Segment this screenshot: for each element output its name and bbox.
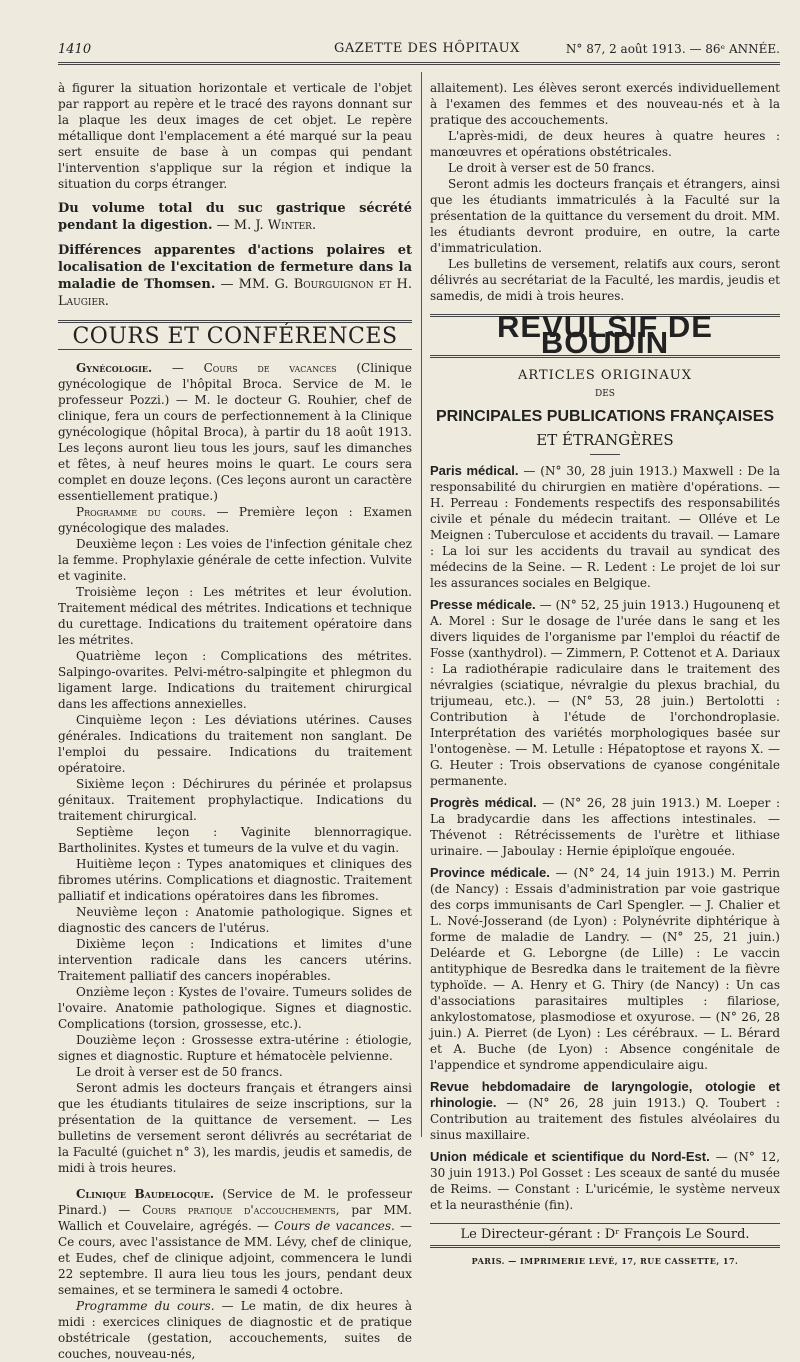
admission-paragraph: Seront admis les docteurs français et étrangers ainsi que les étudiants titulaires de seize inscriptions, sur la présentation de la quittance de versement. — Les bulletins de versement seront délivrés au secrétariat de la Faculté (guichet n° 3), les mardis, jeudis et samedis, de midi à trois heures. <box>58 1081 412 1175</box>
page-number: 1410 <box>58 42 92 57</box>
report-1-title: Du volume total du suc gastrique sécrété pendant la digestion. <box>58 201 412 233</box>
baudelocque-paragraph: Clinique Baudelocque. (Service de M. le professeur Pinard.) — Cours pratique d'accouchements, par MM. Wallich et Couvelaire, agrégés. — Cours de vacances. — Ce cours, avec l'assistance de MM. Lévy, chef de clinique, et Eudes, chef de clinique adjoint, commencera le lundi 22 septembre. Il aura lieu tous les jours, pendant deux semaines, et se terminera le samedi 4 octobre. <box>58 1187 412 1297</box>
journal-entry: Revue hebdomadaire de laryngologie, otologie et rhinologie. — (N° 26, 28 juin 1913.) Q. Toubert : Contribution au traitement des fistules alvéolaires du sinus maxillaire. <box>430 1079 780 1142</box>
continuation-paragraph: Seront admis les docteurs français et étrangers, ainsi que les étudiants immatriculés à la Faculté sur la présentation de la quittance du versement du droit. MM. les étudiants devront produire, en outre, la carte d'immatriculation. <box>430 177 780 255</box>
section-heading-line1: ARTICLES ORIGINAUX <box>518 368 692 383</box>
lesson-item: Septième leçon : Vaginite blennorragique. Bartholinites. Kystes et tumeurs de la vulve et du vagin. <box>58 825 412 855</box>
section-heading-line4: ET ÉTRANGÈRES <box>536 431 674 449</box>
intro-paragraph: à figurer la situation horizontale et verticale de l'objet par rapport au repère et le tracé des rayons donnant sur la plaque les deux images de cet objet. Le repère métallique dont l'emplacement a été marqué sur la peau sert ensuite de base à un compas qui pendant l'intervention s'applique sur la région et indique la situation du corps étranger. <box>58 81 412 191</box>
lesson-item: Huitième leçon : Types anatomiques et cliniques des fibromes utérins. Complications et diagnostic. Traitement palliatif et indications opératoires dans les fibromes. <box>58 857 412 903</box>
column-divider <box>421 72 422 1137</box>
journal-entry: Presse médicale. — (N° 52, 25 juin 1913.) Hugounenq et A. Morel : Sur le dosage de l'urée dans le sang et les divers liquides de l'organisme par l'emploi du réactif de Fosse (xanthydrol). — Zimmern, P. Cottenot et A. Dariaux : La radiothérapie radiculaire dans le traitement des névralgies (sciatique, névralgie du plexus brachial, du trijumeau, etc.). — (N° 53, 28 juin.) Bertolotti : Contribution à l'étude de l'orchondroplasie. Interprétation des variétés morphologiques basée sur l'ontogenèse. — M. Letulle : Hépatoptose et rayons X. — G. Heuter : Trois observations de cyanose congénitale permanente. <box>430 597 780 788</box>
lesson-item: Dixième leçon : Indications et limites d'une intervention radicale dans les cancers utérins. Traitement palliatif des cancers inopérables. <box>58 937 412 983</box>
page-header <box>58 40 780 60</box>
journal-entry: Union médicale et scientifique du Nord-Est. — (N° 12, 30 juin 1913.) Pol Gosset : Les sceaux de santé du musée de Reims. — Constant : L'uricémie, le système nerveux et la neurasthénie (fin). <box>430 1149 781 1212</box>
left-column <box>58 80 412 1362</box>
gyn-label: Gynécologie. <box>76 361 153 375</box>
advertisement-banner: REVULSIF DE BOUDIN <box>497 309 713 360</box>
journal-name: Union médicale et scientifique du Nord-Est. <box>430 1149 710 1164</box>
lesson-item: Onzième leçon : Kystes de l'ovaire. Tumeurs solides de l'ovaire. Anatomie pathologique. Signes et diagnostic. Complications (torsion, grossesse, etc.). <box>58 985 412 1031</box>
journal-title: GAZETTE DES HÔPITAUX <box>334 41 520 56</box>
journal-name: Revue hebdomadaire de laryngologie, otologie et rhinologie. <box>430 1079 780 1110</box>
lesson-item: Quatrième leçon : Complications des métrites. Salpingo-ovarites. Pelvi-métro-salpingite et phlegmon du ligament large. Indications du traitement chirurgical dans les affections annexielles. <box>58 649 412 711</box>
header-rule <box>58 62 780 65</box>
section-divider <box>590 454 620 455</box>
journal-name: Province médicale. <box>430 865 550 880</box>
journal-name: Presse médicale. <box>430 597 536 612</box>
lesson-item: Douzième leçon : Grossesse extra-utérine : étiologie, signes et diagnostic. Rupture et hématocèle pelvienne. <box>58 1033 412 1063</box>
baudelocque-label: Clinique Baudelocque. <box>76 1187 215 1201</box>
continuation-paragraph: Le droit à verser est de 50 francs. <box>448 161 655 175</box>
report-1-author: — M. J. Winter. <box>212 218 317 233</box>
report-2-author: — MM. G. Bourguignon et H. Laugier. <box>58 277 412 309</box>
section-heading-line3: PRINCIPALES PUBLICATIONS FRANÇAISES <box>435 408 775 425</box>
lesson-item: Neuvième leçon : Anatomie pathologique. Signes et diagnostic des cancers de l'utérus. <box>58 905 412 935</box>
section-heading-line2: DES <box>595 389 615 399</box>
section-title-cours: COURS ET CONFÉRENCES <box>72 324 398 349</box>
continuation-paragraph: L'après-midi, de deux heures à quatre heures : manœuvres et opérations obstétricales. <box>430 129 780 159</box>
imprint-line: PARIS. — IMPRIMERIE LEVÉ, 17, RUE CASSETTE, 17. <box>471 1256 739 1266</box>
section-rule-top <box>58 320 412 323</box>
report-2 <box>58 242 412 310</box>
journal-name: Progrès médical. <box>430 795 537 810</box>
continuation-paragraph: allaitement). Les élèves seront exercés individuellement à l'examen des femmes et des nouveau-nés et à la pratique des accouchements. <box>430 81 780 127</box>
journal-name: Paris médical. <box>430 463 519 478</box>
program-label: Programme du cours. <box>76 505 206 519</box>
baudelocque-program: Programme du cours. — Le matin, de dix heures à midi : exercices cliniques de diagnostic et de pratique obstétricale (gestation, accouchements, suites de couches, nouveau-nés, <box>58 1299 412 1361</box>
gyn-kind: — Cours de vacances <box>152 361 337 375</box>
lesson-item: Sixième leçon : Déchirures du périnée et prolapsus génitaux. Traitement prophylactique. Indications du traitement chirurgical. <box>58 777 412 823</box>
continuation-paragraph: Les bulletins de versement, relatifs aux cours, seront délivrés au secrétariat de la Faculté, les mardis, jeudis et samedis, de midi à trois heures. <box>430 257 780 303</box>
director-footer: Le Directeur-gérant : Dʳ François Le Sourd. <box>430 1223 780 1248</box>
right-column <box>430 80 780 1269</box>
fee-line: Le droit à verser est de 50 francs. <box>76 1065 283 1079</box>
report-2-title: Différences apparentes d'actions polaires et localisation de l'excitation de fermeture dans la maladie de Thomsen. <box>58 243 412 292</box>
issue-info: N° 87, 2 août 1913. — 86ᵉ ANNÉE. <box>565 42 780 56</box>
journal-entry: Progrès médical. — (N° 26, 28 juin 1913.) M. Loeper : La bradycardie dans les affections intestinales. — Thévenot : Rétrécissements de l'urètre et lithiase urinaire. — Jaboulay : Hernie épiploïque engouée. <box>430 795 780 858</box>
journal-entry: Province médicale. — (N° 24, 14 juin 1913.) M. Perrin (de Nancy) : Essais d'administration par voie gastrique des corps immunisants de Carl Spengler. — J. Chalier et L. Nové-Josserand (de Lyon) : Polynévrite diphtérique à forme de maladie de Landry. — (N° 25, 21 juin.) Deléarde et G. Leborgne (de Lille) : Le vaccin antityphique de Besredka dans le traitement de la fièvre typhoïde. — A. Henry et G. Thiry (de Nancy) : Un cas d'associations parasitaires multiples : filariose, ankylostomatose, plasmodiose et oxyurose. — (N° 26, 28 juin.) A. Pierret (de Lyon) : Les cérébraux. — L. Bérard et A. Buche (de Lyon) : Absence congénitale de l'appendice et syndrome appendiculaire aigu. <box>430 865 780 1072</box>
lesson-item: Troisième leçon : Les métrites et leur évolution. Traitement médical des métrites. Indications et technique du curettage. Indications du traitement opératoire dans les métrites. <box>58 585 413 647</box>
report-1 <box>58 200 412 234</box>
program-paragraph: Programme du cours. — Première leçon : Examen gynécologique des malades. <box>58 505 412 535</box>
lesson-item: Deuxième leçon : Les voies de l'infection génitale chez la femme. Prophylaxie générale de cette infection. Vulvite et vaginite. <box>58 537 412 583</box>
journal-entry: Paris médical. — (N° 30, 28 juin 1913.) Maxwell : De la responsabilité du chirurgien en matière d'opérations. — H. Perreau : Fondements respectifs des responsabilités civile et pénale du médecin traitant. — Olléve et Le Meignen : Tuberculose et accidents du travail. — Lamare : La loi sur les accidents du travail au syndicat des médecins de la Seine. — R. Ledent : Le projet de loi sur les assurances sociales en Belgique. <box>430 463 780 590</box>
lesson-item: Cinquième leçon : Les déviations utérines. Causes générales. Indications du traitement non sanglant. De l'emploi du pessaire. Indications du traitement opératoire. <box>58 713 412 775</box>
gynecology-paragraph: Gynécologie. — Cours de vacances (Clinique gynécologique de l'hôpital Broca. Service de M. le professeur Pozzi.) — M. le docteur G. Rouhier, chef de clinique, fera un cours de perfectionnement à la Clinique gynécologique (hôpital Broca), à partir du 18 août 1913. Les leçons auront lieu tous les jours, sauf les dimanches et fêtes, à neuf heures moins le quart. Le cours sera complet en douze leçons. (Ces leçons auront un caractère essentiellement pratique.) <box>58 361 412 503</box>
